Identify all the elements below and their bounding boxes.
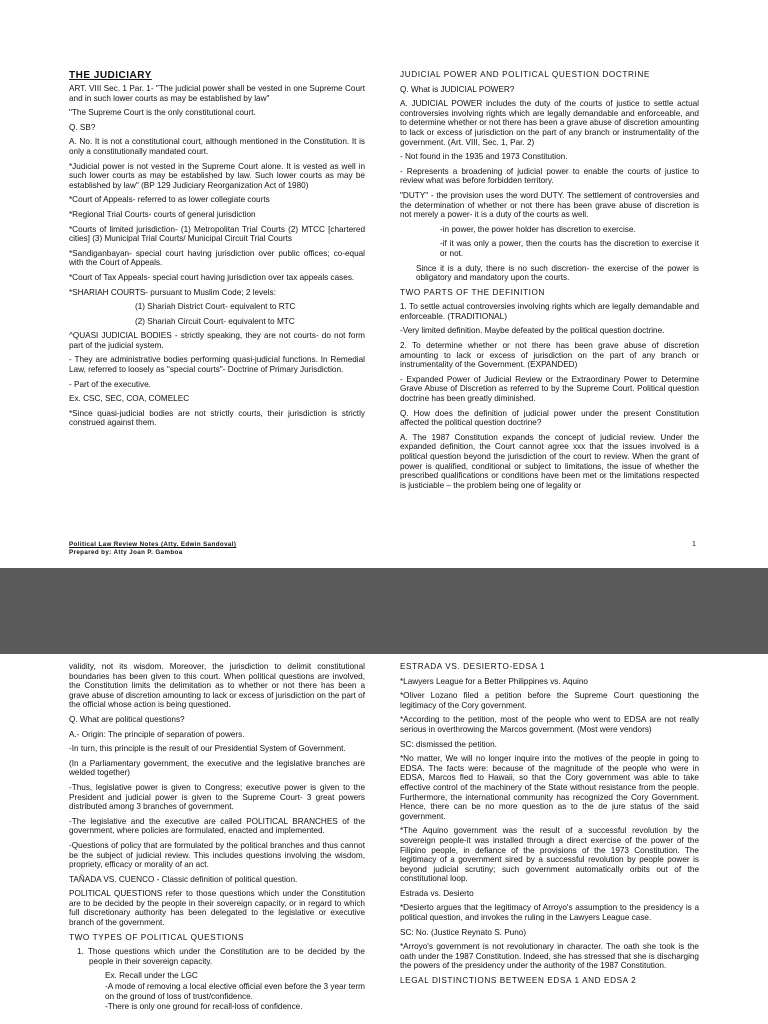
paragraph: *Oliver Lozano filed a petition before the Supreme Court questioning the legitimacy of the Cory government.	[400, 691, 699, 710]
paragraph: Ex. CSC, SEC, COA, COMELEC	[69, 394, 190, 404]
page2-right-column	[400, 662, 699, 991]
page-footer	[69, 541, 236, 557]
paragraph: A. No. It is not a constitutional court, although mentioned in the Constitution. It is only a constitutionally mandated court.	[69, 137, 365, 156]
paragraph: Q. What is JUDICIAL POWER?	[400, 84, 515, 94]
paragraph: Estrada vs. Desierto	[400, 888, 474, 898]
indented-paragraph: -in power, the power holder has discretion to exercise.	[440, 224, 636, 234]
paragraph: Q. How does the definition of judicial power under the present Constitution affected the political question doctrine?	[400, 408, 699, 428]
page-number: 1	[692, 541, 696, 548]
paragraph: 2. To determine whether or not there has been grave abuse of discretion amounting to lack or excess of jurisdiction on the part of any branch or instrumentality of the Government. (EXPANDED)	[400, 341, 699, 370]
paragraph: *Regional Trial Courts- courts of general jurisdiction	[69, 209, 256, 219]
page1-right-column	[400, 70, 699, 495]
paragraph: -In turn, this principle is the result of our Presidential System of Government.	[69, 744, 346, 754]
paragraph: POLITICAL QUESTIONS refer to those questions which under the Constitution are to be decided by the people in their sovereign capacity, or in regard to which full discretionary authority has been delegated to the legislative or executive branch of the government.	[69, 889, 365, 928]
paragraph: - Represents a broadening of judicial power to enable the courts of justice to review what was before forbidden territory.	[400, 166, 699, 186]
paragraph: - They are administrative bodies performing quasi-judicial functions. In Remedial Law, referred to loosely as "special courts"- Doctrine of Primary Jurisdiction.	[69, 355, 365, 375]
paragraph: ART. VIII Sec. 1 Par. 1- "The judicial power shall be vested in one Supreme Court and in such lower courts as may be established by law"	[69, 84, 365, 103]
paragraph: SC: No. (Justice Reynato S. Puno)	[400, 927, 527, 937]
section-heading: JUDICIAL POWER AND POLITICAL QUESTION DOCTRINE	[400, 70, 650, 79]
section-heading: ESTRADA VS. DESIERTO-EDSA 1	[400, 662, 546, 671]
numbered-item: 1. Those questions which under the Constitution are to be decided by the people in their sovereign capacity.	[77, 947, 365, 966]
paragraph: - Not found in the 1935 and 1973 Constitution.	[400, 152, 568, 162]
section-heading: LEGAL DISTINCTIONS BETWEEN EDSA 1 AND EDSA 2	[400, 976, 637, 986]
paragraph: "DUTY" - the provision uses the word DUTY. The settlement of controversies and the determination of whether or not there has been grave abuse of discretion is not merely a power- it is a duty of the courts as well.	[400, 190, 699, 220]
paragraph: *Lawyers League for a Better Philippines vs. Aquino	[400, 676, 588, 686]
sub-item: -A mode of removing a local elective official even before the 3 year term on the ground of loss of trust/confidence.	[105, 982, 365, 1001]
paragraph: A. JUDICIAL POWER includes the duty of the courts of justice to settle actual controversies involving rights which are legally demandable and enforceable, and to determine whether or not there has been a grave abuse of discretion amounting to lack or excess of jurisdiction on the part of any branch or instrumentality of the government. (Art. VIII, Sec. 1, Par. 2)	[400, 99, 699, 147]
paragraph: *According to the petition, most of the people who went to EDSA are not really serious in overthrowing the Marcos government. (Most were vendors)	[400, 715, 699, 734]
shariah-item: (2) Shariah Circuit Court- equivalent to MTC	[135, 316, 295, 326]
paragraph: (In a Parliamentary government, the executive and the legislative branches are welded together)	[69, 758, 365, 778]
footer-source: Political Law Review Notes (Atty. Edwin Sandoval)	[69, 541, 237, 548]
shariah-item: (1) Shariah District Court- equivalent to RTC	[135, 302, 296, 312]
paragraph: "The Supreme Court is the only constitutional court.	[69, 108, 256, 118]
page2-left-column	[69, 662, 365, 1017]
paragraph: A. The 1987 Constitution expands the concept of judicial review. Under the expanded definition, the Court cannot agree xxx that the issues involved is a political question beyond the jurisdiction of the court to review. When the grant of power is qualified, conditional or subject to limitations, the issue of whether the prescribed qualifications or conditions have been met or the limitations respected is justiciable – the problem being one of legality or	[400, 432, 699, 490]
paragraph: *No matter, We will no longer inquire into the motives of the people in going to EDSA. The facts were: because of the magnitude of the people who were in EDSA, Marcos fled to Hawaii, so that the Cory government was able to take effective control of the machinery of the State without resistance from the people. Furthermore, the international community has recognized the Cory Government. Hence, there can be no more question as to the de jure status of the said government.	[400, 754, 699, 821]
paragraph: Q. What are political questions?	[69, 714, 185, 724]
paragraph: validity, not its wisdom. Moreover, the jurisdiction to delimit constitutional boundaries has been given to this court. When political questions are involved, the Constitution limits the delimitation as to whether or not there has been a grave abuse of discretion amounting to lack or excess of jurisdiction on the part of the official whose action is being questioned.	[69, 662, 365, 710]
paragraph: A.- Origin: The principle of separation of powers.	[69, 729, 245, 739]
footer-author: Prepared by: Atty Joan P. Gamboa	[69, 549, 183, 556]
paragraph: Q. SB?	[69, 122, 96, 132]
section-heading: TWO PARTS OF THE DEFINITION	[400, 287, 545, 297]
paragraph: *The Aquino government was the result of a successful revolution by the sovereign people-it was installed through a direct exercise of the power of the Filipino people, in defiance of the provisions of the 1973 Constitution. The legitimacy of a government sired by a successful revolution by people power is beyond judicial scrutiny; such government automatically orbits out of the constitutional loop.	[400, 826, 699, 884]
paragraph: *Courts of limited jurisdiction- (1) Metropolitan Trial Courts (2) MTCC [chartered cities] (3) Municipal Trial Courts/ Municipal Circuit Trial Courts	[69, 224, 365, 244]
paragraph: -Questions of policy that are formulated by the political branches and thus cannot be the subject of judicial review. This includes questions involving the wisdom, propriety, efficacy or morality of an act.	[69, 840, 365, 870]
paragraph: - Expanded Power of Judicial Review or the Extraordinary Power to Determine Grave Abuse of Discretion as referred to by the Supreme Court. Political question doctrine has been greatly diminished.	[400, 374, 699, 404]
paragraph: -Thus, legislative power is given to Congress; executive power is given to the President and judicial power is given to the Supreme Court- 3 great powers distributed among 3 branches of government.	[69, 782, 365, 812]
indented-paragraph: -if it was only a power, then the courts has the discretion to exercise it or not.	[440, 239, 699, 258]
paragraph: *Arroyo's government is not revolutionary in character. The oath she took is the oath under the 1987 Constitution. Indeed, she has stressed that she is discharging the powers of the presidency under the authority of the 1987 Constitution.	[400, 942, 699, 971]
sub-item: -There is only one ground for recall-loss of confidence.	[105, 1002, 303, 1012]
sub-item: Ex. Recall under the LGC	[105, 971, 198, 981]
section-heading: TWO TYPES OF POLITICAL QUESTIONS	[69, 932, 245, 942]
paragraph: -Very limited definition. Maybe defeated by the political question doctrine.	[400, 326, 665, 336]
paragraph: *Judicial power is not vested in the Supreme Court alone. It is vested as well in such lower courts as may be established by law. Such lower courts as may be established by law" (BP 129 Judiciary Reorganization Act of 1980)	[69, 161, 365, 190]
paragraph: *Since quasi-judicial bodies are not strictly courts, their jurisdiction is strictly construed against them.	[69, 408, 365, 428]
document-title: THE JUDICIARY	[69, 70, 152, 81]
paragraph: *Court of Appeals- referred to as lower collegiate courts	[69, 195, 270, 205]
paragraph: *Court of Tax Appeals- special court having jurisdiction over tax appeals cases.	[69, 272, 355, 282]
paragraph: -The legislative and the executive are called POLITICAL BRANCHES of the government, where policies are formulated, enacted and implemented.	[69, 816, 365, 836]
paragraph: 1. To settle actual controversies involving rights which are legally demandable and enforceable. (TRADITIONAL)	[400, 302, 699, 321]
paragraph: ^QUASI JUDICIAL BODIES - strictly speaking, they are not courts- do not form part of the judicial system.	[69, 331, 365, 350]
paragraph: *Sandiganbayan- special court having jurisdiction over public offices; co-equal with the Court of Appeals.	[69, 248, 365, 268]
paragraph: *SHARIAH COURTS- pursuant to Muslim Code; 2 levels:	[69, 287, 276, 297]
indented-paragraph: Since it is a duty, there is no such discretion- the exercise of the power is obligatory and mandatory upon the courts.	[416, 263, 699, 283]
paragraph: SC: dismissed the petition.	[400, 739, 497, 749]
paragraph: - Part of the executive.	[69, 379, 151, 389]
page1-left-column	[69, 84, 365, 433]
paragraph: TAÑADA VS. CUENCO - Classic definition of political question.	[69, 874, 298, 884]
paragraph: *Desierto argues that the legitimacy of Arroyo's assumption to the presidency is a political question, and invokes the ruling in the Lawyers League case.	[400, 903, 699, 923]
document-page-2	[0, 654, 768, 1024]
